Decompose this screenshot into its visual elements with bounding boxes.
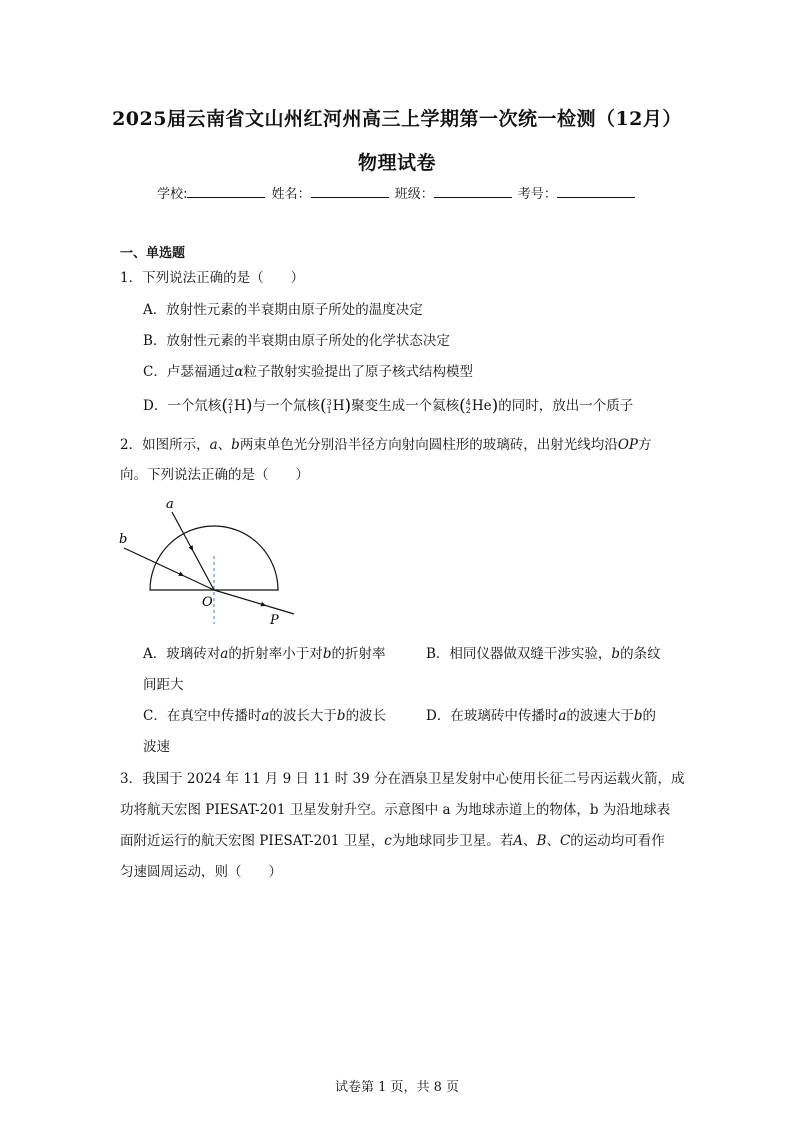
deuterium-nuclide: ( 2 1 H) xyxy=(221,396,253,416)
ray-a xyxy=(172,512,214,590)
q1-option-c xyxy=(143,362,473,382)
q1-d-text-post: 的同时，放出一个质子 xyxy=(498,398,634,414)
q2-option-d xyxy=(426,706,656,726)
var-a: a xyxy=(220,646,229,662)
ray-b xyxy=(124,548,214,590)
class-blank xyxy=(434,185,512,198)
q3-l3-pre: 面附近运行的航天宏图 PIESAT-201 卫星， xyxy=(120,833,385,849)
q2-b-pre: B．相同仪器做双缝干涉实验， xyxy=(426,646,612,662)
q2-option-b-cont: 间距大 xyxy=(143,677,184,693)
q2-d-post: 的 xyxy=(642,708,657,724)
label-b: b xyxy=(119,532,128,547)
q1-stem: 1．下列说法正确的是（ ） xyxy=(120,270,305,286)
he-symbol: He xyxy=(471,398,492,414)
q2-option-a xyxy=(143,644,385,664)
sep: 、 xyxy=(523,833,537,849)
q1-c-text-pre: C．卢瑟福通过 xyxy=(143,364,235,380)
name-label: 姓名： xyxy=(271,187,311,202)
ray-op xyxy=(214,590,294,614)
q1-d-text-mid1: 与一个氚核 xyxy=(252,398,320,414)
q3-l3-mid: 为地球同步卫星。若 xyxy=(391,833,514,849)
var-b: b xyxy=(611,646,621,662)
tritium-nuclide: ( 3 1 H) xyxy=(319,396,352,416)
sep: 、 xyxy=(546,833,560,849)
q2-text-post: 方 xyxy=(637,437,652,453)
q2-a-post: 的折射率 xyxy=(331,646,386,662)
q3-line4: 匀速圆周运动，则（ ） xyxy=(120,864,282,880)
var-b: b xyxy=(231,437,240,453)
trit-mass-number: 3 xyxy=(326,397,332,407)
var-C: C xyxy=(559,833,571,849)
q2-a-mid: 的折射率小于对 xyxy=(228,646,323,662)
q2-d-mid: 的波速大于 xyxy=(566,708,634,724)
deut-symbol: H xyxy=(234,398,246,414)
var-b: b xyxy=(322,646,332,662)
q2-c-post: 的波长 xyxy=(345,708,387,724)
exam-no-label: 考号： xyxy=(517,187,557,202)
var-B: B xyxy=(536,833,547,849)
q2-a-pre: A．玻璃砖对 xyxy=(143,646,221,662)
trit-atomic-number: 1 xyxy=(326,405,332,415)
q1-c-text-post: 粒子散射实验提出了原子核式结构模型 xyxy=(243,364,473,380)
page-footer: 试卷第 1 页，共 8 页 xyxy=(334,1080,460,1095)
q2-text-pre: 2．如图所示， xyxy=(120,437,210,453)
school-blank xyxy=(187,185,265,198)
var-b: b xyxy=(336,708,346,724)
exam-title-line2: 物理试卷 xyxy=(357,152,436,174)
sep: 、 xyxy=(217,437,232,453)
q1-option-d xyxy=(143,396,633,416)
var-A: A xyxy=(513,833,524,849)
deut-mass-number: 2 xyxy=(227,397,234,407)
label-o: O xyxy=(202,595,213,610)
q1-option-a: A．放射性元素的半衰期由原子所处的温度决定 xyxy=(143,302,423,318)
school-label: 学校: xyxy=(157,187,188,202)
q1-d-text-mid2: 聚变生成一个氦核 xyxy=(351,398,460,414)
refraction-diagram xyxy=(116,494,306,624)
q1-option-b: B．放射性元素的半衰期由原子所处的化学状态决定 xyxy=(143,333,450,349)
he-atomic-number: 2 xyxy=(465,405,471,415)
class-label: 班级： xyxy=(394,187,434,202)
var-a: a xyxy=(558,708,567,724)
alpha-symbol: α xyxy=(234,364,244,380)
trit-symbol: H xyxy=(332,398,345,414)
label-p: P xyxy=(270,613,279,624)
deut-atomic-number: 1 xyxy=(227,405,234,415)
q3-line2: 功将航天宏图 PIESAT-201 卫星发射升空。示意图中 a 为地球赤道上的物体，b 为沿地球表 xyxy=(120,802,671,818)
var-a: a xyxy=(209,437,218,453)
exam-no-blank xyxy=(557,185,635,198)
var-b: b xyxy=(633,708,643,724)
q3-line3 xyxy=(120,831,665,851)
name-blank xyxy=(311,185,389,198)
q1-d-text-pre: D．一个氘核 xyxy=(143,398,222,414)
q2-stem-line2: 向。下列说法正确的是（ ） xyxy=(120,467,309,483)
label-a: a xyxy=(166,497,174,512)
he-mass-number: 4 xyxy=(465,397,471,407)
q3-line1: 3．我国于 2024 年 11 月 9 日 11 时 39 分在酒泉卫星发射中心使用长征二号丙运载火箭，成 xyxy=(120,771,685,787)
q2-option-b xyxy=(426,644,661,664)
section-heading: 一、单选题 xyxy=(120,246,186,261)
q2-option-c xyxy=(143,706,386,726)
var-op: OP xyxy=(617,437,638,453)
var-c: c xyxy=(384,833,392,849)
var-a: a xyxy=(261,708,270,724)
q2-b-post: 的条纹 xyxy=(620,646,661,662)
helium-nuclide: ( 4 2 He) xyxy=(459,396,499,416)
q2-d-pre: D．在玻璃砖中传播时 xyxy=(426,708,559,724)
q2-c-pre: C．在真空中传播时 xyxy=(143,708,262,724)
student-info-row xyxy=(0,183,794,202)
q2-option-d-cont: 波速 xyxy=(143,739,170,755)
q2-text-mid: 两束单色光分别沿半径方向射向圆柱形的玻璃砖，出射光线均沿 xyxy=(239,437,618,453)
q3-l3-post: 的运动均可看作 xyxy=(570,833,665,849)
exam-title-line1: 2025届云南省文山州红河州高三上学期第一次统一检测（12月） xyxy=(112,108,682,130)
q2-stem-line1 xyxy=(120,435,651,455)
q2-c-mid: 的波长大于 xyxy=(269,708,337,724)
